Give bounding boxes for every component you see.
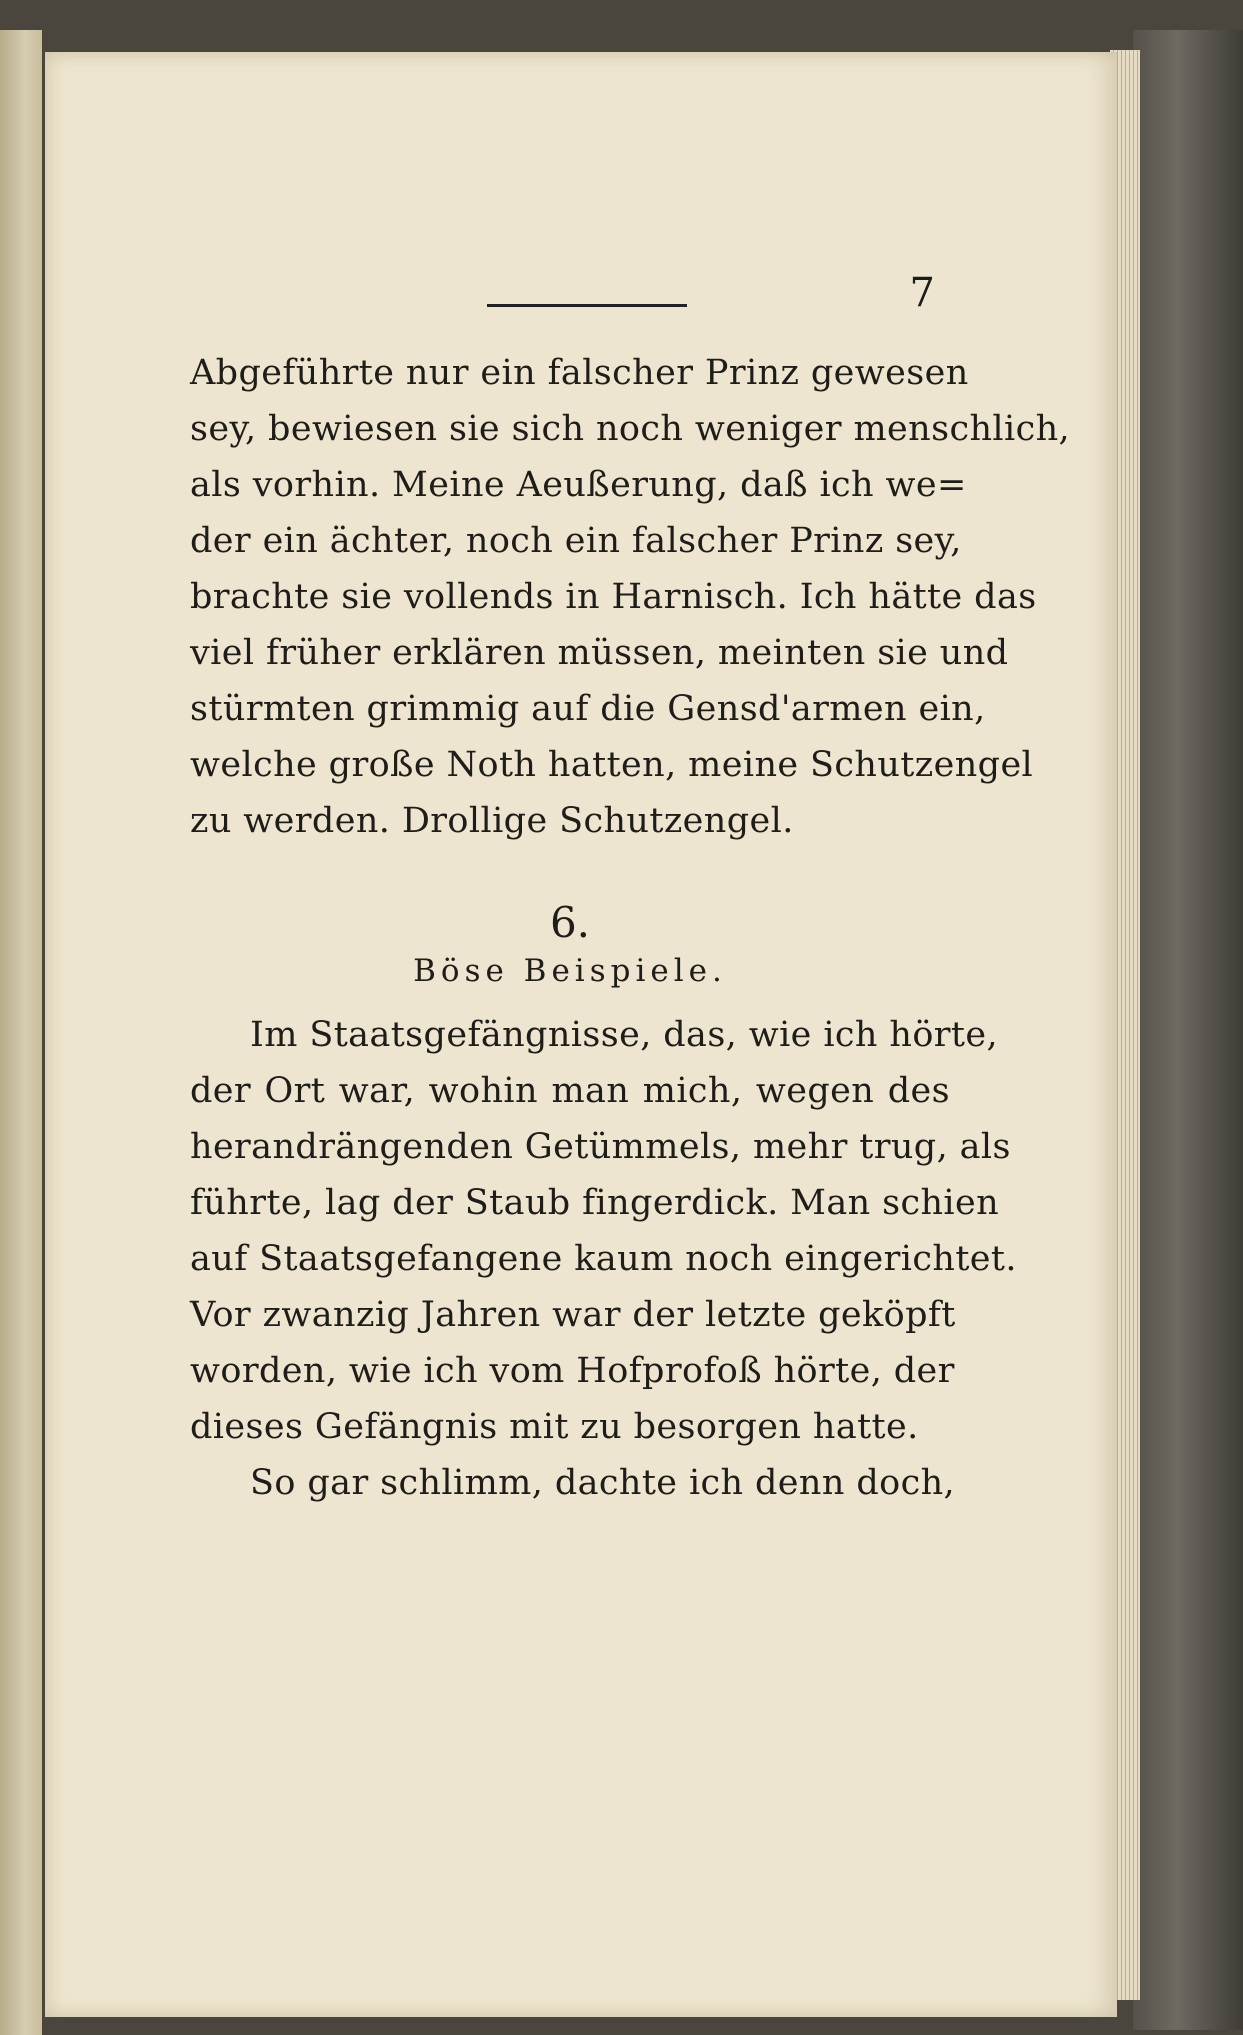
page-number: 7 xyxy=(909,270,935,316)
text-line: der ein ächter, noch ein falscher Prinz sey, xyxy=(190,521,962,561)
previous-page-edge xyxy=(0,30,42,2035)
text-line: herandrängenden Getümmels, mehr trug, als xyxy=(190,1127,1011,1167)
text-line: So gar schlimm, dachte ich denn doch, xyxy=(250,1463,956,1503)
paragraph-continued xyxy=(190,345,1071,849)
text-line: dieses Gefängnis mit zu besorgen hatte. xyxy=(190,1407,919,1447)
text-line: Vor zwanzig Jahren war der letzte geköpft xyxy=(190,1295,956,1335)
text-line: als vorhin. Meine Aeußerung, daß ich we= xyxy=(190,465,967,505)
text-line: führte, lag der Staub fingerdick. Man schien xyxy=(190,1183,1000,1223)
header-rule xyxy=(487,304,687,307)
text-line: welche große Noth hatten, meine Schutzengel xyxy=(190,745,1034,785)
text-line: worden, wie ich vom Hofprofoß hörte, der xyxy=(190,1351,955,1391)
section-body xyxy=(190,1007,1017,1511)
text-line: stürmten grimmig auf die Gensd'armen ein, xyxy=(190,689,986,729)
text-line: viel früher erklären müssen, meinten sie und xyxy=(190,633,1009,673)
text-line: sey, bewiesen sie sich noch weniger menschlich, xyxy=(190,409,1071,449)
text-line: der Ort war, wohin man mich, wegen des xyxy=(190,1071,950,1111)
text-line: auf Staatsgefangene kaum noch eingerichtet. xyxy=(190,1239,1017,1279)
book-cover-edge xyxy=(1133,30,1243,2030)
section-title: Böse Beispiele. xyxy=(413,953,727,989)
text-line: Abgeführte nur ein falscher Prinz gewesen xyxy=(190,353,969,393)
text-line: zu werden. Drollige Schutzengel. xyxy=(190,801,794,841)
section-number: 6. xyxy=(549,898,591,947)
text-line: Im Staatsgefängnisse, das, wie ich hörte, xyxy=(250,1015,999,1055)
text-line: brachte sie vollends in Harnisch. Ich hätte das xyxy=(190,577,1037,617)
